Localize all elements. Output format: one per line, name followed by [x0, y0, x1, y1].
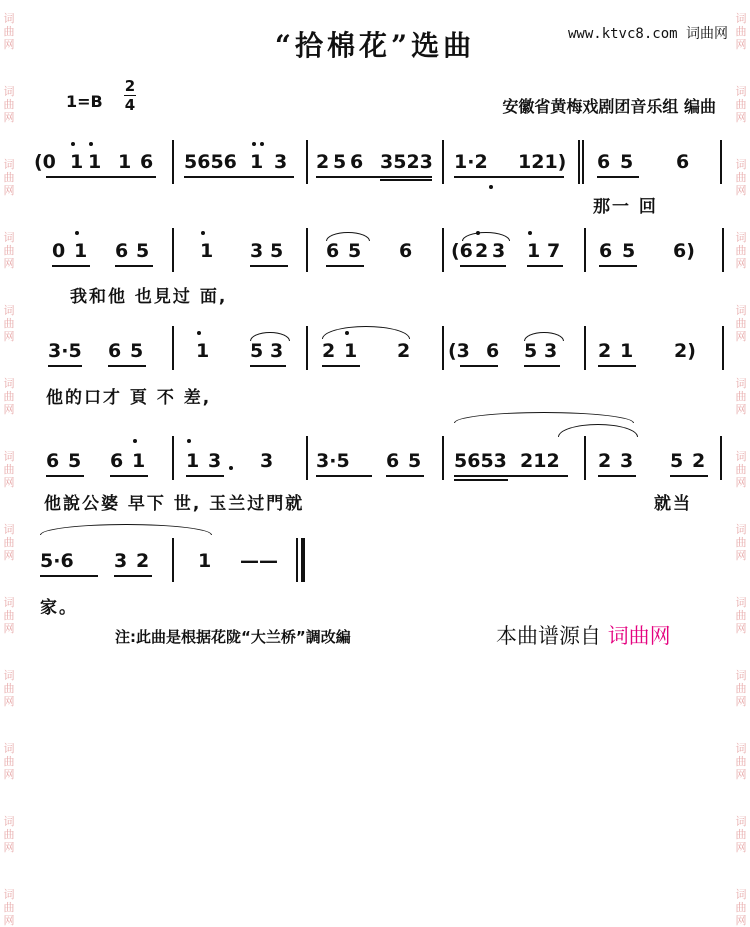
bar-line	[584, 228, 586, 272]
beam-line	[598, 365, 636, 367]
beam-line	[527, 265, 563, 267]
site-name: 词曲网	[686, 26, 728, 42]
note: 5656	[184, 151, 237, 173]
watermark-group: 词 曲 网	[735, 12, 747, 51]
note: 5	[136, 240, 150, 262]
octave-dot	[89, 142, 93, 146]
note: 6)	[673, 240, 695, 262]
octave-dot	[201, 231, 205, 235]
note: 3	[620, 450, 634, 472]
beam-line	[454, 479, 508, 481]
note: ——	[240, 550, 278, 572]
watermark-group: 词 曲 网	[735, 231, 747, 270]
beam-line	[250, 365, 286, 367]
bar-line	[172, 538, 174, 582]
watermark-group: 词 曲 网	[3, 304, 15, 343]
watermark-group: 词 曲 网	[735, 304, 747, 343]
watermark-group: 词 曲 网	[735, 669, 747, 708]
note: 6	[46, 450, 60, 472]
octave-dot	[489, 185, 493, 189]
beam-line	[46, 176, 156, 178]
note: 6	[597, 151, 611, 173]
octave-dot	[229, 466, 233, 470]
note: 1	[200, 240, 214, 262]
time-top: 2	[124, 77, 136, 95]
bar-line	[578, 140, 580, 184]
note: 6	[386, 450, 400, 472]
note: 5·6	[40, 550, 74, 572]
note: 2)	[674, 340, 696, 362]
site-url: www.ktvc8.com	[567, 26, 678, 42]
note: 3	[492, 240, 506, 262]
bar-line	[306, 326, 308, 370]
bar-line	[306, 228, 308, 272]
octave-dot	[187, 439, 191, 443]
note: 5653	[454, 450, 507, 472]
slur	[462, 232, 510, 241]
note: 6	[108, 340, 122, 362]
bar-line	[720, 140, 722, 184]
note: 2	[598, 340, 612, 362]
time-bottom: 4	[124, 96, 136, 114]
note: 3·5	[48, 340, 82, 362]
site-watermark	[568, 23, 728, 43]
watermark-group: 词 曲 网	[3, 377, 15, 416]
note: 3	[274, 151, 288, 173]
watermark-group: 词 曲 网	[3, 815, 15, 854]
note: 1	[620, 340, 634, 362]
note: 6	[399, 240, 413, 262]
bar-line	[442, 436, 444, 480]
beam-line	[599, 265, 637, 267]
lyrics-row-1: 那一 回	[593, 197, 658, 217]
note: (6	[451, 240, 473, 262]
beam-line	[326, 265, 364, 267]
lyrics-row-4: 他說公婆 早下 世, 玉兰过門就	[44, 494, 305, 514]
bar-line	[722, 326, 724, 370]
beam-line	[670, 475, 708, 477]
watermark-group: 词 曲 网	[735, 596, 747, 635]
source-prefix: 本曲谱源自	[496, 624, 601, 648]
watermark-group: 词 曲 网	[3, 231, 15, 270]
watermark-group: 词 曲 网	[3, 12, 15, 51]
watermark-group: 词 曲 网	[3, 669, 15, 708]
footer-note: 注:此曲是根据花陇“大兰桥”調改編	[115, 628, 351, 646]
note: 6	[326, 240, 340, 262]
bar-line	[172, 436, 174, 480]
note: 2	[598, 450, 612, 472]
note: 212	[520, 450, 560, 472]
watermark-group: 词 曲 网	[3, 523, 15, 562]
beam-line	[46, 475, 84, 477]
watermark-group: 词 曲 网	[3, 158, 15, 197]
note: 2	[136, 550, 150, 572]
note: 1	[118, 151, 132, 173]
note: 121)	[518, 151, 567, 173]
note: 2	[475, 240, 489, 262]
note: 3	[270, 340, 284, 362]
watermark-group: 词 曲 网	[3, 596, 15, 635]
beam-line	[316, 475, 372, 477]
beam-line	[40, 575, 98, 577]
arranger-credit: 安徽省黄梅戏剧团音乐组 编曲	[502, 97, 716, 116]
note: 6	[350, 151, 364, 173]
note: 6	[110, 450, 124, 472]
note: 5	[524, 340, 538, 362]
note: 2	[316, 151, 330, 173]
note: 1	[250, 151, 264, 173]
note: 1	[70, 151, 84, 173]
watermark-group: 词 曲 网	[3, 742, 15, 781]
note: (3	[448, 340, 470, 362]
note: 2	[397, 340, 411, 362]
slur	[524, 332, 564, 341]
beam-line	[524, 365, 560, 367]
note: 1	[88, 151, 102, 173]
beam-line	[460, 265, 506, 267]
note: 1	[198, 550, 212, 572]
bar-line	[172, 228, 174, 272]
note: 0	[52, 240, 66, 262]
bar-line	[582, 140, 584, 184]
note: 1	[527, 240, 541, 262]
note: 5	[130, 340, 144, 362]
bar-line	[172, 140, 174, 184]
note: 6	[140, 151, 154, 173]
note: 5	[333, 151, 347, 173]
note: 3·5	[316, 450, 350, 472]
bar-line	[584, 436, 586, 480]
watermark-group: 词 曲 网	[3, 450, 15, 489]
bar-line	[442, 140, 444, 184]
note: 7	[547, 240, 561, 262]
watermark-group: 词 曲 网	[735, 815, 747, 854]
beam-line	[52, 265, 90, 267]
watermark-left	[0, 0, 18, 927]
beam-line	[460, 365, 498, 367]
beam-line	[250, 265, 288, 267]
beam-line	[380, 179, 432, 181]
watermark-group: 词 曲 网	[735, 888, 747, 927]
note: 6	[599, 240, 613, 262]
key-signature: 1=B	[66, 92, 103, 111]
note: 3	[260, 450, 274, 472]
slur	[40, 524, 212, 535]
note: 5	[270, 240, 284, 262]
watermark-group: 词 曲 网	[735, 377, 747, 416]
watermark-group: 词 曲 网	[735, 450, 747, 489]
beam-line	[598, 475, 636, 477]
watermark-group: 词 曲 网	[735, 158, 747, 197]
beam-line	[454, 475, 568, 477]
bar-line	[306, 436, 308, 480]
note: 1	[74, 240, 88, 262]
beam-line	[184, 176, 294, 178]
note: 3	[114, 550, 128, 572]
source-brand[interactable]: 词曲网	[607, 624, 671, 648]
lyrics-row-4-end: 就当	[654, 494, 692, 514]
bar-line	[442, 326, 444, 370]
note: (0	[34, 151, 56, 173]
beam-line	[454, 176, 564, 178]
note: 1·2	[454, 151, 488, 173]
bar-line	[306, 140, 308, 184]
watermark-group: 词 曲 网	[735, 85, 747, 124]
watermark-group: 词 曲 网	[735, 523, 747, 562]
bar-line	[172, 326, 174, 370]
note: 5	[250, 340, 264, 362]
source-credit	[496, 620, 671, 650]
note: 3	[208, 450, 222, 472]
beam-line	[386, 475, 424, 477]
slur	[322, 326, 410, 339]
lyrics-row-5: 家。	[40, 598, 78, 618]
bar-line	[722, 228, 724, 272]
note: 6	[486, 340, 500, 362]
note: 3523	[380, 151, 433, 173]
beam-line	[186, 475, 224, 477]
beam-line	[597, 176, 639, 178]
beam-line	[316, 176, 432, 178]
note: 5	[620, 151, 634, 173]
note: 6	[115, 240, 129, 262]
watermark-group: 词 曲 网	[735, 742, 747, 781]
bar-line	[720, 436, 722, 480]
bar-line	[301, 538, 305, 582]
beam-line	[322, 365, 360, 367]
octave-dot	[75, 231, 79, 235]
beam-line	[110, 475, 148, 477]
slur	[250, 332, 290, 341]
watermark-group: 词 曲 网	[3, 888, 15, 927]
note: 1	[344, 340, 358, 362]
octave-dot	[260, 142, 264, 146]
bar-line	[296, 538, 298, 582]
note: 5	[348, 240, 362, 262]
note: 3	[250, 240, 264, 262]
song-title: “拾棉花”选曲	[274, 29, 476, 62]
note: 1	[132, 450, 146, 472]
slur	[558, 424, 638, 437]
note: 5	[408, 450, 422, 472]
octave-dot	[71, 142, 75, 146]
beam-line	[108, 365, 146, 367]
note: 6	[676, 151, 690, 173]
octave-dot	[197, 331, 201, 335]
octave-dot	[528, 231, 532, 235]
beam-line	[48, 365, 82, 367]
bar-line	[442, 228, 444, 272]
beam-line	[114, 575, 152, 577]
slur	[326, 232, 370, 241]
note: 2	[322, 340, 336, 362]
lyrics-row-2: 我和他 也見过 面,	[70, 287, 228, 307]
beam-line	[115, 265, 153, 267]
watermark-group: 词 曲 网	[3, 85, 15, 124]
octave-dot	[133, 439, 137, 443]
octave-dot	[252, 142, 256, 146]
lyrics-row-3: 他的口才 頁 不 差,	[46, 388, 212, 408]
note: 1	[196, 340, 210, 362]
bar-line	[584, 326, 586, 370]
note: 5	[622, 240, 636, 262]
note: 5	[68, 450, 82, 472]
watermark-right	[732, 0, 750, 927]
note: 3	[544, 340, 558, 362]
note: 5	[670, 450, 684, 472]
note: 2	[692, 450, 706, 472]
time-signature	[124, 78, 136, 113]
slur	[454, 412, 634, 423]
note: 1	[186, 450, 200, 472]
